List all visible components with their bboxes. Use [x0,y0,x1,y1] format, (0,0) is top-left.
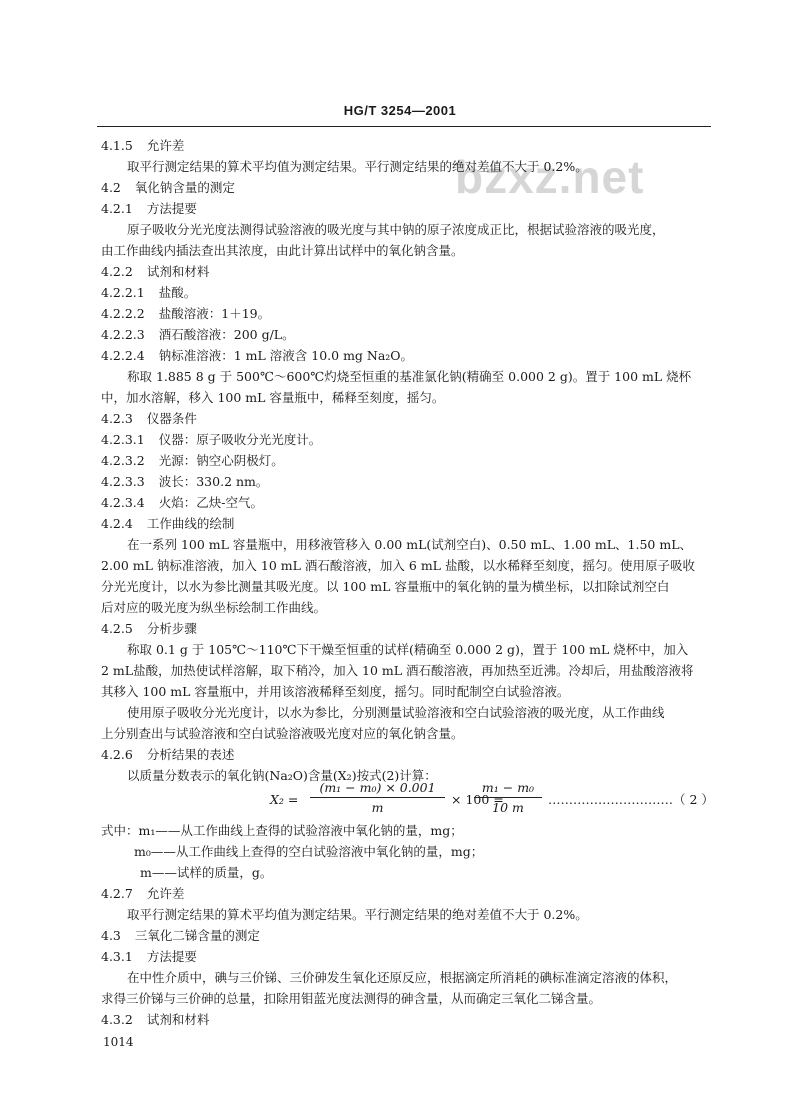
paragraph-line: 使用原子吸收分光光度计，以水为参比，分别测量试验溶液和空白试验溶液的吸光度，从工作曲线 [127,705,665,720]
formula-lhs: X₂ = [270,792,299,807]
paragraph-line: 在一系列 100 mL 容量瓶中，用移液管移入 0.00 mL(试剂空白)、0.50 mL、1.00 mL、1.50 mL、 [127,537,692,552]
section-heading: 4.2.2 试剂和材料 [101,264,210,279]
section-heading: 4.3.1 方法提要 [101,949,197,964]
section-heading: 4.2.2.1 盐酸。 [101,285,197,300]
section-heading: 4.2.3.3 波长：330.2 nm。 [101,474,269,489]
paragraph-line: 式中：m₁——从工作曲线上查得的试验溶液中氧化钠的量，mg； [101,823,463,838]
section-heading: 4.2 氧化钠含量的测定 [101,180,235,195]
paragraph-line: 在中性介质中，碘与三价锑、三价砷发生氧化还原反应，根据滴定所消耗的碘标准滴定溶液的体积， [127,970,678,985]
formula-operator: × 100 = [451,792,504,807]
fraction-2-numerator: m₁ − m₀ [474,780,542,798]
fraction-1-denominator: m [371,800,384,815]
paragraph-line: 中，加水溶解，移入 100 mL 容量瓶中，稀释至刻度，摇匀。 [101,390,445,405]
paragraph-line: 由工作曲线内插法查出其浓度，由此计算出试样中的氧化钠含量。 [101,243,464,258]
section-heading: 4.3.2 试剂和材料 [101,1012,210,1027]
page-number: 1014 [103,1035,134,1049]
watermark: bzxz.net [455,151,645,203]
section-heading: 4.2.5 分析步骤 [101,621,197,636]
paragraph-line: 以质量分数表示的氧化钠(Na₂O)含量(X₂)按式(2)计算： [127,768,437,783]
header-rule [97,126,711,127]
paragraph-line: 称取 1.885 8 g 于 500℃～600℃灼烧至恒重的基准氯化钠(精确至 0.000 2 g)。置于 100 mL 烧杯 [127,369,692,384]
paragraph-line: 2 mL盐酸，加热使试样溶解，取下稍冷，加入 10 mL 酒石酸溶液，再加热至近沸。冷却后，用盐酸溶液将 [101,663,694,678]
section-heading: 4.2.3.1 仪器：原子吸收分光光度计。 [101,432,322,447]
section-heading: 4.2.3.2 光源：钠空心阴极灯。 [101,453,284,468]
section-heading: 4.2.3.4 火焰：乙炔-空气。 [101,495,263,510]
paragraph-line: 2.00 mL 钠标准溶液，加入 10 mL 酒石酸溶液，加入 6 mL 盐酸，以水稀释至刻度，摇匀。使用原子吸收 [101,558,695,573]
fraction-1-numerator: (m₁ − m₀) × 0.001 [310,780,445,798]
paragraph-line: m₀——从工作曲线上查得的空白试验溶液中氧化钠的量，mg； [134,844,484,859]
section-heading: 4.2.2.2 盐酸溶液：1＋19。 [101,306,271,321]
paragraph-line: 上分别查出与试验溶液和空白试验溶液吸光度对应的氧化钠含量。 [101,726,464,741]
section-heading: 4.3 三氧化二锑含量的测定 [101,928,260,943]
section-heading: 4.2.3 仪器条件 [101,411,197,426]
section-heading: 4.1.5 允许差 [101,138,185,153]
equation-number: …………………………（ 2 ） [548,792,714,807]
paragraph-line: 取平行测定结果的算术平均值为测定结果。平行测定结果的绝对差值不大于 0.2%。 [127,159,588,174]
document-header: HG/T 3254—2001 [343,103,457,118]
section-heading: 4.2.7 允许差 [101,886,185,901]
paragraph-line: 原子吸收分光光度法测得试验溶液的吸光度与其中钠的原子浓度成正比，根据试验溶液的吸光度， [127,222,665,237]
paragraph-line: 取平行测定结果的算术平均值为测定结果。平行测定结果的绝对差值不大于 0.2%。 [127,907,588,922]
section-heading: 4.2.2.4 钠标准溶液：1 mL 溶液含 10.0 mg Na₂O。 [101,348,414,363]
paragraph-line: m——试样的质量，g。 [140,865,273,880]
fraction-1 [310,780,445,815]
paragraph-line: 分光光度计，以水为参比测量其吸光度。以 100 mL 容量瓶中的氧化钠的量为横坐标，以扣除试剂空白 [101,579,670,594]
paragraph-line: 求得三价锑与三价砷的总量，扣除用钼蓝光度法测得的砷含量，从而确定三氧化二锑含量。 [101,991,602,1006]
paragraph-line: 其移入 100 mL 容量瓶中，并用该溶液稀释至刻度，摇匀。同时配制空白试验溶液。 [101,684,570,699]
fraction-2-denominator: 10 m [492,800,524,815]
paragraph-line: 后对应的吸光度为纵坐标绘制工作曲线。 [101,600,327,615]
section-heading: 4.2.2.3 酒石酸溶液：200 g/L。 [101,327,295,342]
fraction-2 [474,780,542,815]
section-heading: 4.2.6 分析结果的表述 [101,747,235,762]
paragraph-line: 称取 0.1 g 于 105℃～110℃下干燥至恒重的试样(精确至 0.000 2 g)，置于 100 mL 烧杯中，加入 [127,642,689,657]
section-heading: 4.2.4 工作曲线的绘制 [101,516,235,531]
section-heading: 4.2.1 方法提要 [101,201,197,216]
